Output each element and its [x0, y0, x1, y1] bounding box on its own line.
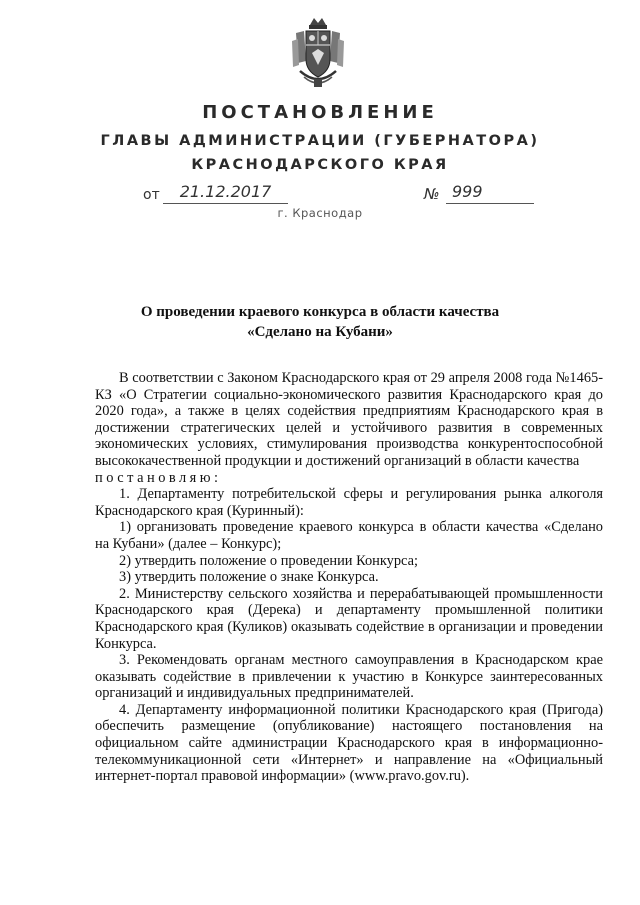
- document-title-line1: О проведении краевого конкурса в области качества: [140, 304, 500, 320]
- document-number: 999: [446, 181, 534, 204]
- item-3: 3. Рекомендовать органам местного самоуправления в Краснодарском крае оказывать содействие в привлечении к участию в Конкурсе заинтересованных организаций и индивидуальных предпринимателей.: [95, 652, 603, 702]
- document-title: [60, 302, 580, 342]
- intro-paragraph: В соответствии с Законом Краснодарского края от 29 апреля 2008 года №1465-КЗ «О Стратегии социально-экономического развития Краснодарского края до 2020 года», а также в целях содействия предприятиям Краснодарского края в достижении стратегических целей и устойчивого развития в современных экономических условиях, стимулирования производства конкурентоспособной высококачественной продукции и достижений организаций в области качества: [95, 370, 603, 469]
- document-date: 21.12.2017: [163, 181, 288, 204]
- document-type-heading: ПОСТАНОВЛЕНИЕ: [202, 102, 438, 123]
- item-1: 1. Департаменту потребительской сферы и регулирования рынка алкоголя Краснодарского края (Куринный):: [95, 486, 603, 519]
- item-4: 4. Департаменту информационной политики Краснодарского края (Пригода) обеспечить размещение (опубликование) настоящего постановления на официальном сайте администрации Краснодарского края в информационно-телекоммуникационной сети «Интернет» и направление на «Официальный интернет-портал правовой информации» (www.pravo.gov.ru).: [95, 701, 603, 785]
- item-1-subitem-3: 3) утвердить положение о знаке Конкурса.: [119, 569, 379, 586]
- region-heading: КРАСНОДАРСКОГО КРАЯ: [191, 157, 449, 173]
- issuer-heading: ГЛАВЫ АДМИНИСТРАЦИИ (ГУБЕРНАТОРА): [100, 133, 540, 149]
- date-prefix: от: [143, 187, 160, 203]
- item-1-subitem-2: 2) утвердить положение о проведении Конкурса;: [119, 552, 419, 569]
- number-sign: №: [424, 185, 440, 203]
- coat-of-arms-emblem: [290, 15, 346, 91]
- item-2: 2. Министерству сельского хозяйства и перерабатывающей промышленности Краснодарского края (Дерека) и департаменту промышленной политики Краснодарского края (Куликов) оказывать содействие в организации и проведении Конкурса.: [95, 585, 603, 652]
- item-1-subitem-1: 1) организовать проведение краевого конкурса в области качества «Сделано на Кубани» (далее – Конкурс);: [95, 519, 603, 552]
- document-body: [95, 370, 603, 785]
- document-title-line2: «Сделано на Кубани»: [247, 324, 393, 340]
- city-label: г. Краснодар: [277, 206, 363, 220]
- decree-word: постановляю:: [95, 469, 222, 486]
